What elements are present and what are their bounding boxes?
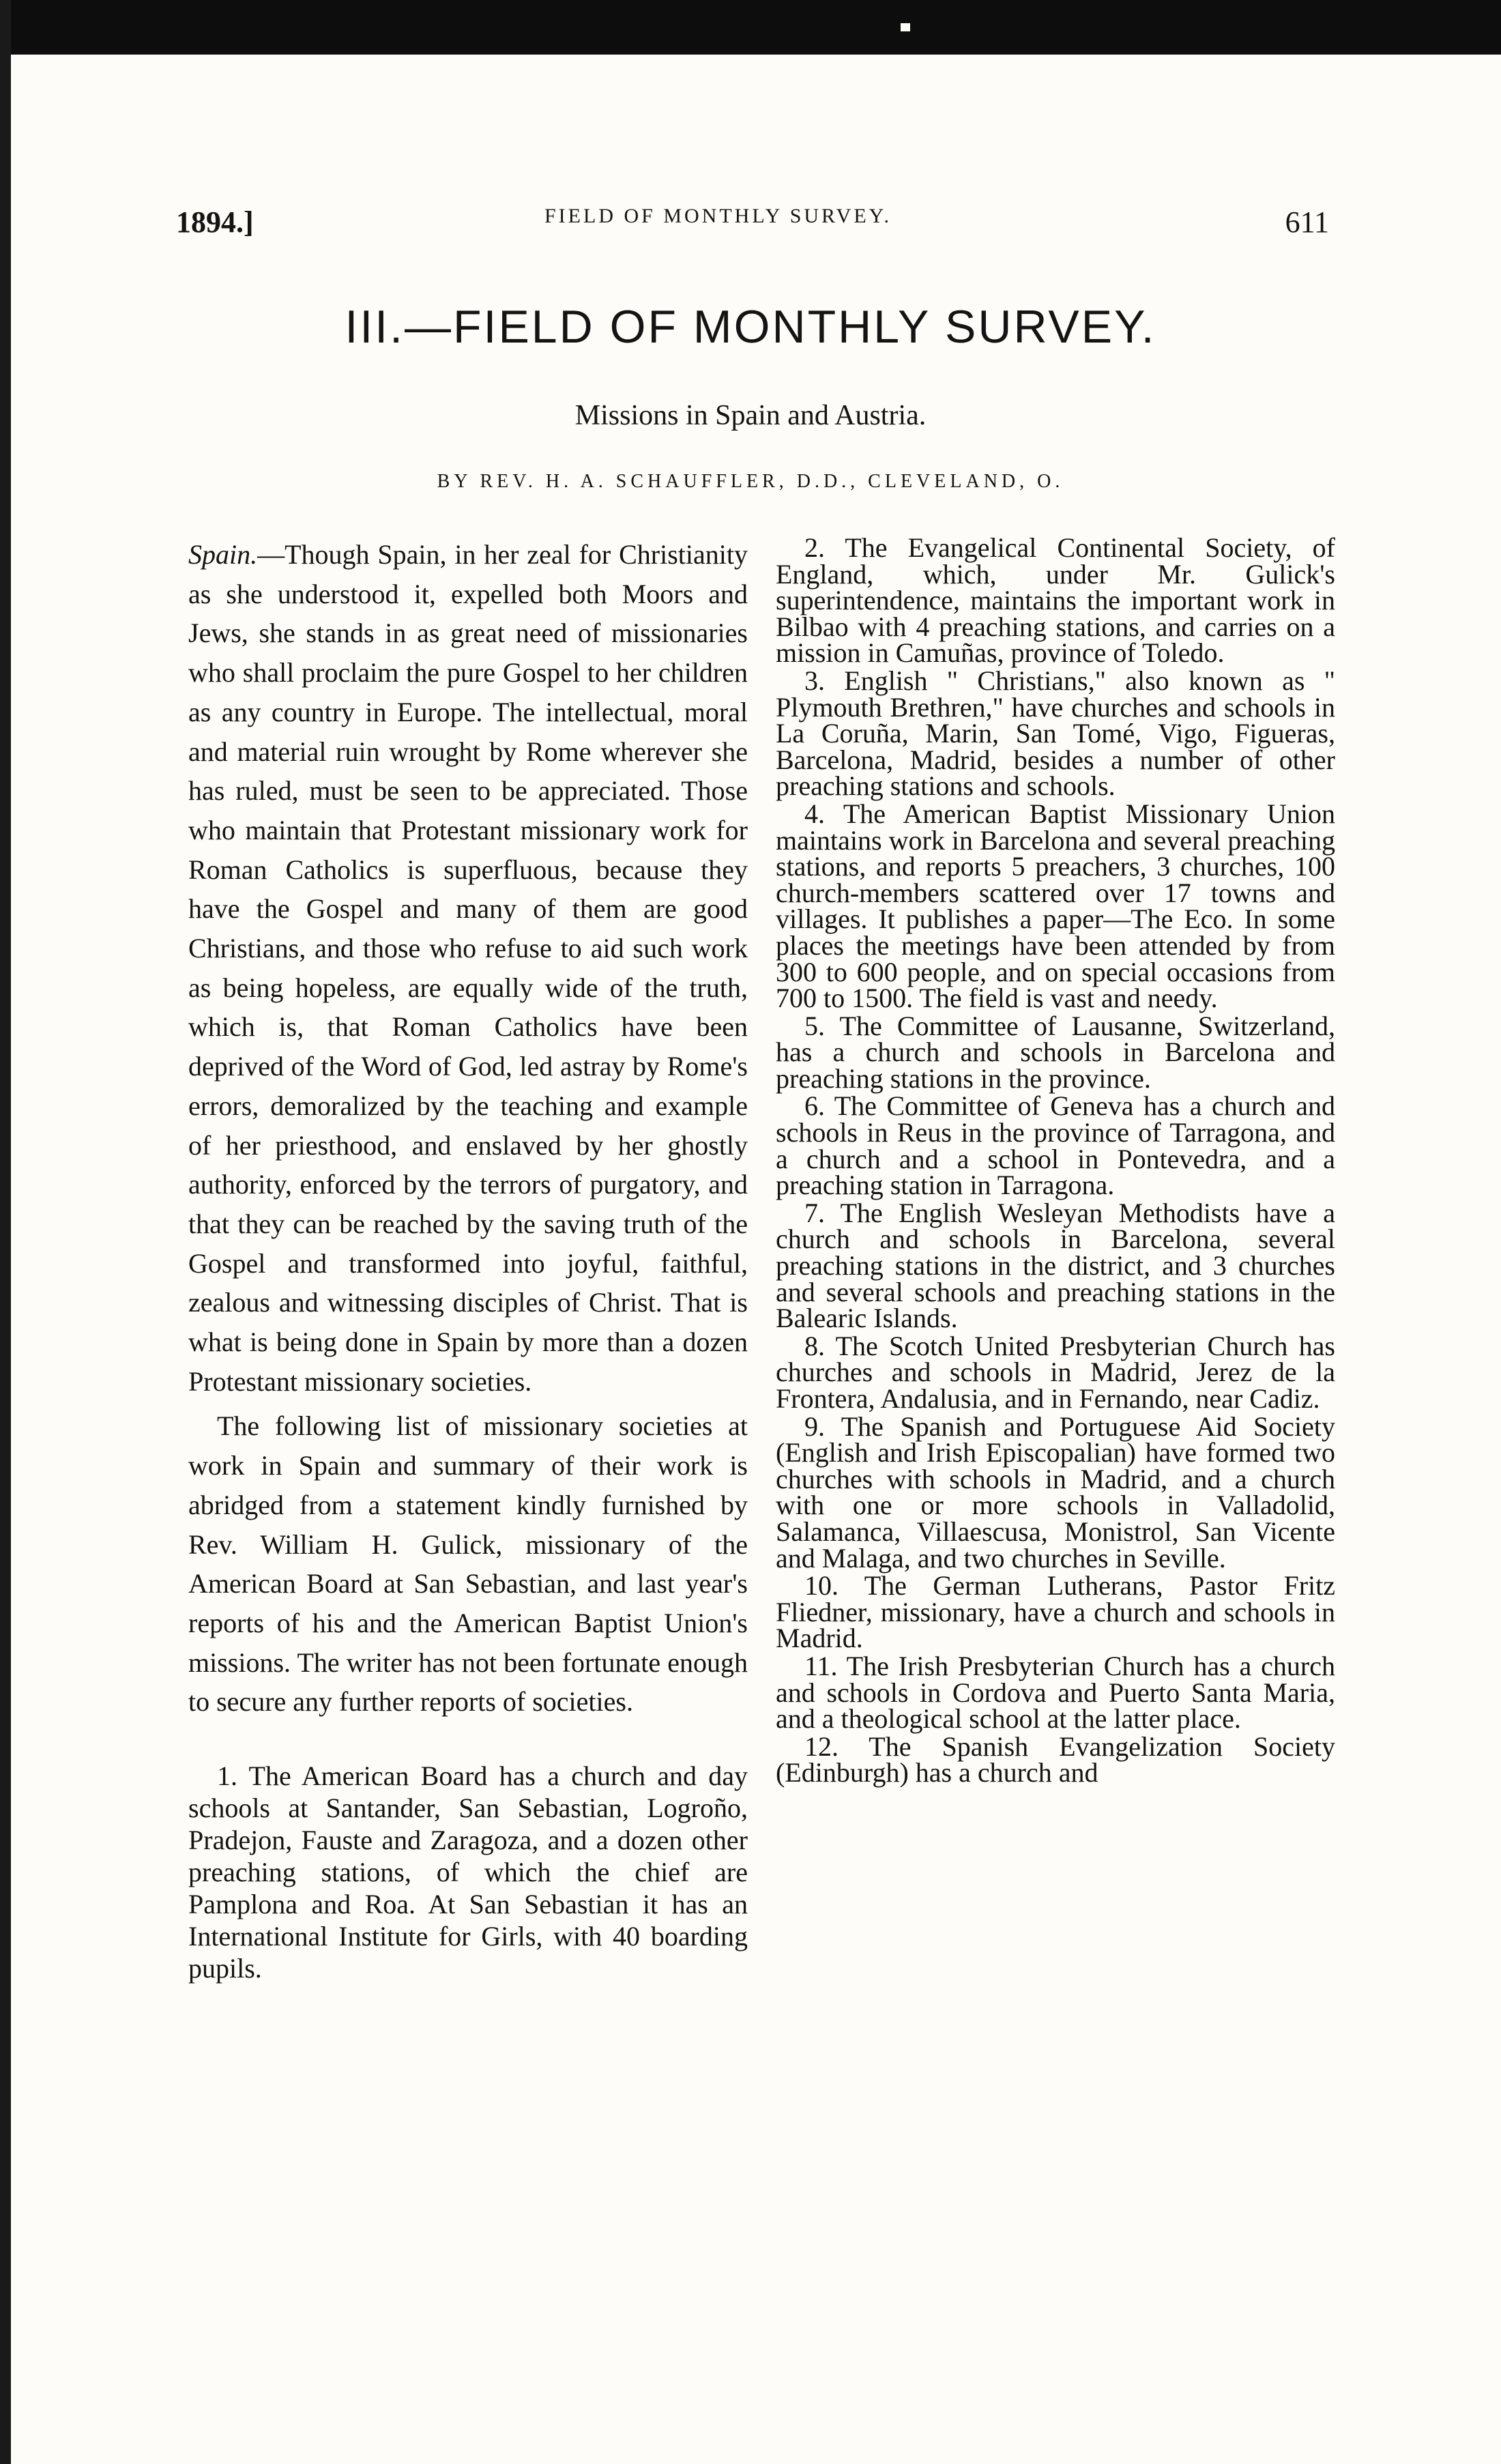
running-head [176, 205, 1329, 246]
scan-border-top [0, 0, 1501, 55]
list-item-6: 6. The Committee of Geneva has a church and schools in Reus in the province of Tarragona, and a church and a school in Pontevedra, and a preaching station in Tarragona. [776, 1090, 1335, 1201]
intro-paragraph [188, 535, 748, 1401]
list-item-3: 3. English " Christians," also known as " Plymouth Brethren," have churches and schools in La Coruña, Marin, San Tomé, Vigo, Figueras, Barcelona, Madrid, besides a number of other preaching stations and schools. [776, 665, 1335, 802]
list-item-4: 4. The American Baptist Missionary Union maintains work in Barcelona and several preaching stations, and reports 5 preachers, 3 churches, 100 church-members scattered over 17 towns and villages. It publishes a paper—The Eco. In some places the meetings have been attended by from 300 to 600 people, and on special occasions from 700 to 1500. The field is vast and needy. [776, 798, 1335, 1014]
scan-notch [901, 23, 910, 31]
left-column [188, 535, 748, 1984]
article-subtitle: Missions in Spain and Austria. [574, 400, 927, 431]
list-item-5: 5. The Committee of Lausanne, Switzerland, has a church and schools in Barcelona and preaching stations in the province. [776, 1010, 1335, 1094]
section-title: III.—FIELD OF MONTHLY SURVEY. [345, 301, 1156, 353]
list-item-8: 8. The Scotch United Presbyterian Church has churches and schools in Madrid, Jerez de la Frontera, Andalusia, and in Fernando, near Cadiz. [776, 1330, 1335, 1414]
page-number: 611 [1285, 205, 1329, 239]
list-item-9: 9. The Spanish and Portuguese Aid Society (English and Irish Episcopalian) have formed two churches with schools in Madrid, and a church with one or more schools in Valladolid, Salamanca, Villaescusa, Monistrol, San Vicente and Malaga, and two churches in Seville. [776, 1410, 1335, 1574]
societies-paragraph: The following list of missionary societies at work in Spain and summary of their work is abridged from a statement kindly furnished by Rev. William H. Gulick, missionary of the American Board at San Sebastian, and last year's reports of his and the American Baptist Union's missions. The writer has not been fortunate enough to secure any further reports of societies. [188, 1410, 748, 1717]
right-column [776, 532, 1335, 1788]
list-item-10: 10. The German Lutherans, Pastor Fritz Fliedner, missionary, have a church and schools in Madrid. [776, 1570, 1335, 1654]
running-head-year: 1894.] [176, 205, 254, 239]
running-head-title: FIELD OF MONTHLY SURVEY. [544, 205, 892, 227]
list-item-1: 1. The American Board has a church and day schools at Santander, San Sebastian, Logroño, Pradejon, Fauste and Zaragoza, and a dozen other preaching stations, of which the chief are Pamplona and Roa. At San Sebastian it has an International Institute for Girls, with 40 boarding pupils. [188, 1760, 748, 1984]
author-byline: BY REV. H. A. SCHAUFFLER, D.D., CLEVELAND, O. [437, 471, 1064, 492]
list-item-7: 7. The English Wesleyan Methodists have a church and schools in Barcelona, several preaching stations in the district, and 3 churches and several schools and preaching stations in the Balearic Islands. [776, 1197, 1335, 1334]
intro-text: —Though Spain, in her zeal for Christianity as she understood it, expelled both Moors and Jews, she stands in as great need of missionaries who shall proclaim the pure Gospel to her children as any country in Europe. The intellectual, moral and material ruin wrought by Rome wherever she has ruled, must be seen to be appreciated. Those who maintain that Protestant missionary work for Roman Catholics is superfluous, because they have the Gospel and many of them are good Christians, and those who refuse to aid such work as being hopeless, are equally wide of the truth, which is, that Roman Catholics have been deprived of the Word of God, led astray by Rome's errors, demoralized by the teaching and example of her priesthood, and enslaved by her ghostly authority, enforced by the terrors of purgatory, and that they can be reached by the saving truth of the Gospel and transformed into joyful, faithful, zealous and witnessing disciples of Christ. That is what is being done in Spain by more than a dozen Protestant missionary societies. [188, 539, 748, 1397]
list-item-2: 2. The Evangelical Continental Society, of England, which, under Mr. Gulick's superintendence, maintains the important work in Bilbao with 4 preaching stations, and carries on a mission in Camuñas, province of Toledo. [776, 532, 1335, 669]
intro-lead: Spain. [188, 539, 258, 570]
list-item-11: 11. The Irish Presbyterian Church has a church and schools in Cordova and Puerto Santa Maria, and a theological school at the latter place. [776, 1650, 1335, 1735]
list-item-12: 12. The Spanish Evangelization Society (Edinburgh) has a church and [776, 1730, 1335, 1788]
scan-border-left [0, 0, 11, 2464]
